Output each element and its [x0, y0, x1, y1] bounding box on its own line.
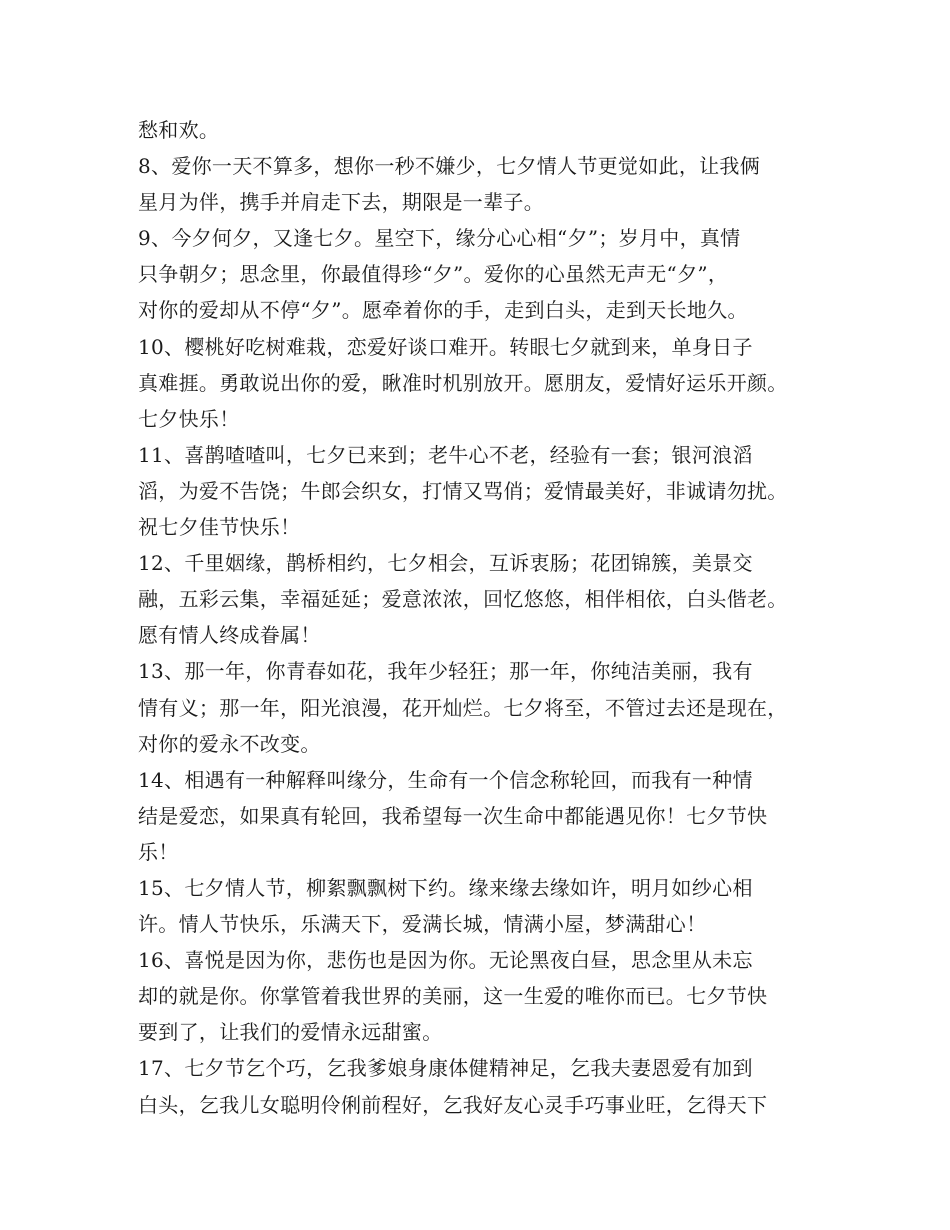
text-line: 要到了，让我们的爱情永远甜蜜。	[138, 1020, 443, 1045]
text-line: 乐！	[138, 839, 179, 864]
text-line: 结是爱恋，如果真有轮回，我希望每一次生命中都能遇见你！七夕节快	[138, 803, 768, 828]
text-line: 13、那一年，你青春如花，我年少轻狂；那一年，你纯洁美丽，我有	[138, 659, 753, 684]
text-line: 白头，乞我儿女聪明伶俐前程好，乞我好友心灵手巧事业旺，乞得天下	[138, 1092, 768, 1117]
text-line: 星月为伴，携手并肩走下去，期限是一辈子。	[138, 190, 544, 215]
text-line: 11、喜鹊喳喳叫，七夕已来到；老牛心不老，经验有一套；银河浪滔	[138, 442, 753, 467]
text-line: 14、相遇有一种解释叫缘分，生命有一个信念称轮回，而我有一种情	[138, 767, 753, 792]
text-line: 真难捱。勇敢说出你的爱，瞅准时机别放开。愿朋友，爱情好运乐开颜。	[138, 370, 788, 395]
text-line: 愁和欢。	[138, 118, 220, 142]
text-line: 情有义；那一年，阳光浪漫，花开灿烂。七夕将至，不管过去还是现在，	[138, 695, 788, 720]
text-line: 15、七夕情人节，柳絮飘飘树下约。缘来缘去缘如许，明月如纱心相	[138, 875, 753, 900]
text-line: 对你的爱永不改变。	[138, 731, 321, 756]
text-line: 融，五彩云集，幸福延延；爱意浓浓，回忆悠悠，相伴相依，白头偕老。	[138, 587, 788, 612]
text-line: 10、樱桃好吃树难栽，恋爱好谈口难开。转眼七夕就到来，单身日子	[138, 334, 753, 359]
text-line: 8、爱你一天不算多，想你一秒不嫌少，七夕情人节更觉如此，让我俩	[138, 154, 761, 179]
text-line: 祝七夕佳节快乐！	[138, 515, 301, 540]
text-line: 只争朝夕；思念里，你最值得珍“夕”。爱你的心虽然无声无“夕”，	[138, 262, 729, 287]
text-line: 七夕快乐！	[138, 406, 240, 431]
text-line: 17、七夕节乞个巧，乞我爹娘身康体健精神足，乞我夫妻恩爱有加到	[138, 1056, 753, 1081]
text-line: 9、今夕何夕，又逢七夕。星空下，缘分心心相“夕”；岁月中，真情	[138, 226, 741, 251]
text-line: 却的就是你。你掌管着我世界的美丽，这一生爱的唯你而已。七夕节快	[138, 984, 768, 1009]
text-line: 愿有情人终成眷属！	[138, 623, 321, 648]
text-line: 16、喜悦是因为你，悲伤也是因为你。无论黑夜白昼，思念里从未忘	[138, 948, 753, 973]
body-text	[138, 112, 828, 1123]
text-line: 许。情人节快乐，乐满天下，爱满长城，情满小屋，梦满甜心！	[138, 912, 707, 937]
text-line: 12、千里姻缘，鹊桥相约，七夕相会，互诉衷肠；花团锦簇，美景交	[138, 551, 753, 576]
text-line: 滔，为爱不告饶；牛郎会织女，打情又骂俏；爱情最美好，非诚请勿扰。	[138, 478, 788, 503]
text-line: 对你的爱却从不停“夕”。愿牵着你的手，走到白头，走到天长地久。	[138, 298, 748, 323]
